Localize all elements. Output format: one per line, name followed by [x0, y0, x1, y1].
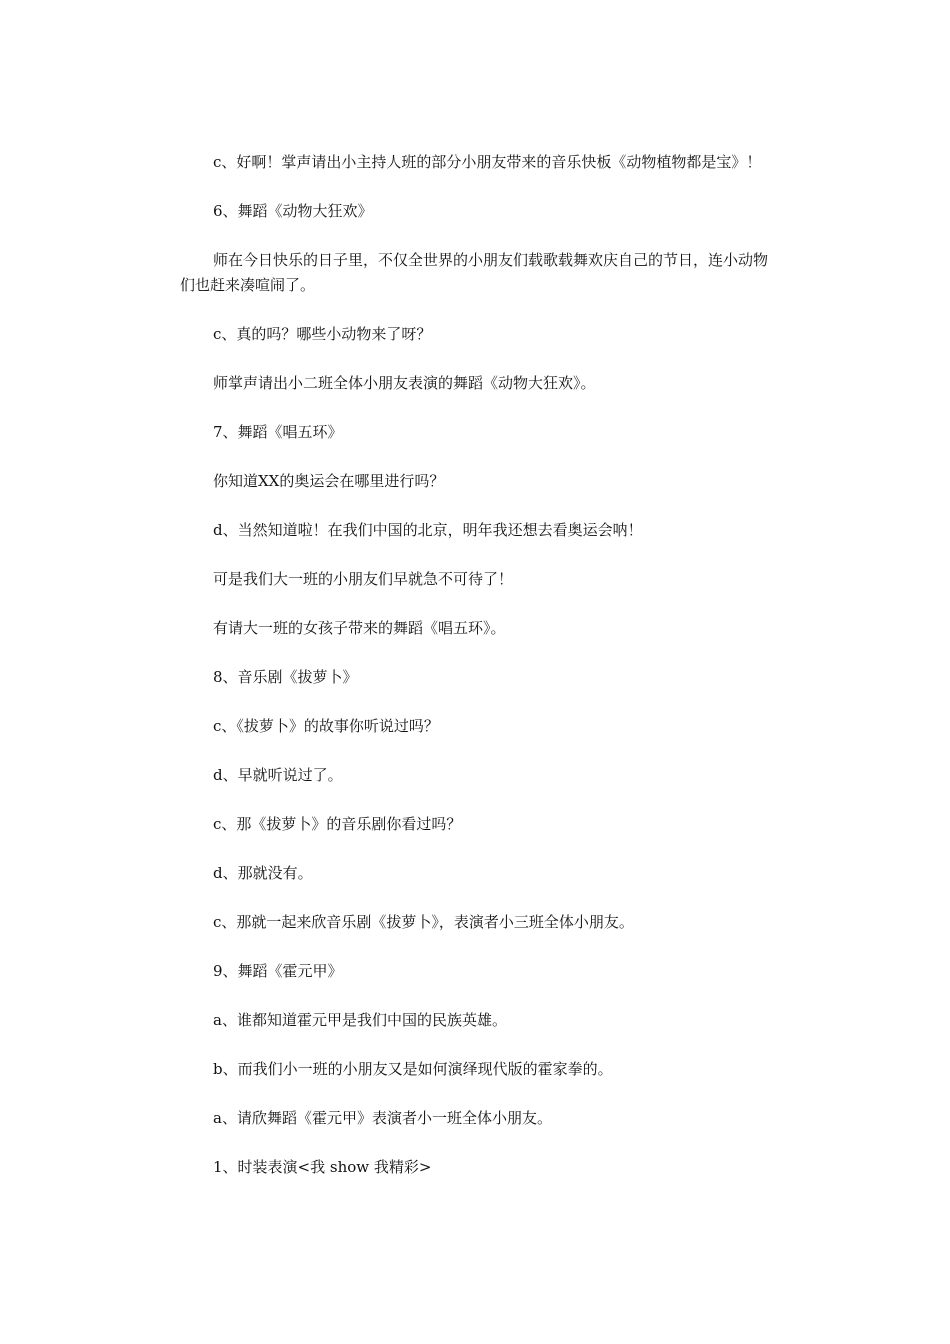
- paragraph: d、早就听说过了。: [213, 766, 343, 784]
- section-heading: 9、舞蹈《霍元甲》: [213, 962, 343, 980]
- section-heading: 1、时装表演<我 show 我精彩>: [213, 1158, 432, 1176]
- paragraph: c、真的吗？哪些小动物来了呀？: [213, 325, 432, 343]
- section-heading: 6、舞蹈《动物大狂欢》: [213, 202, 373, 220]
- paragraph: 你知道XX的奥运会在哪里进行吗？: [213, 472, 445, 490]
- paragraph: 师在今日快乐的日子里，不仅全世界的小朋友们载歌载舞欢庆自己的节日，连小动物们也赶来凑喧闹了。: [180, 251, 769, 294]
- paragraph: c、好啊！掌声请出小主持人班的部分小朋友带来的音乐快板《动物植物都是宝》！: [213, 153, 762, 171]
- section-heading: 8、音乐剧《拔萝卜》: [213, 668, 358, 686]
- paragraph: b、而我们小一班的小朋友又是如何演绎现代版的霍家拳的。: [213, 1060, 613, 1078]
- paragraph: a、谁都知道霍元甲是我们中国的民族英雄。: [213, 1011, 507, 1029]
- paragraph: 师掌声请出小二班全体小朋友表演的舞蹈《动物大狂欢》。: [213, 374, 596, 392]
- paragraph: c、那就一起来欣音乐剧《拔萝卜》，表演者小三班全体小朋友。: [213, 913, 634, 931]
- section-heading: 7、舞蹈《唱五环》: [213, 423, 343, 441]
- paragraph: 有请大一班的女孩子带来的舞蹈《唱五环》。: [213, 619, 506, 637]
- paragraph: d、那就没有。: [213, 864, 313, 882]
- document-body: [180, 150, 772, 1204]
- paragraph: a、请欣舞蹈《霍元甲》表演者小一班全体小朋友。: [213, 1109, 552, 1127]
- paragraph: 可是我们大一班的小朋友们早就急不可待了！: [213, 570, 514, 588]
- paragraph: d、当然知道啦！在我们中国的北京，明年我还想去看奥运会呐！: [213, 521, 643, 539]
- paragraph: c、那《拔萝卜》的音乐剧你看过吗？: [213, 815, 462, 833]
- paragraph: c、《拔萝卜》的故事你听说过吗？: [213, 717, 439, 735]
